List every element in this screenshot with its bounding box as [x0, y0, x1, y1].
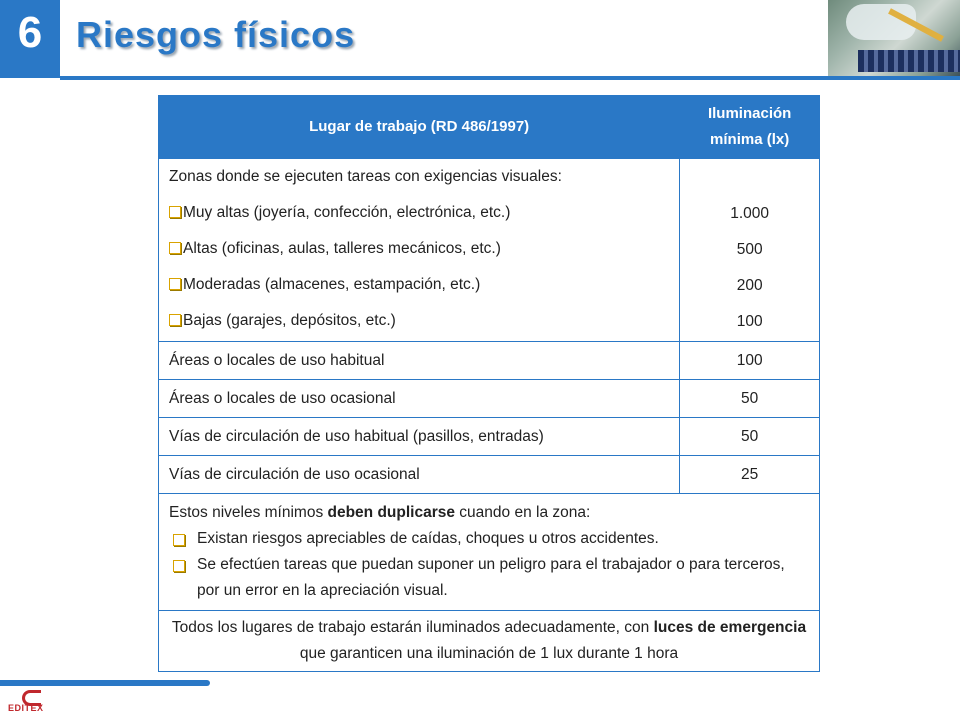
lux-value: 100: [736, 313, 763, 330]
checkbox-bullet-icon: [173, 560, 185, 572]
checkbox-bullet-icon: [173, 534, 185, 546]
header-photo: [828, 0, 960, 76]
table-row: [159, 380, 820, 418]
chapter-number-box: [0, 0, 60, 78]
page-title: Riesgos físicos: [76, 14, 356, 55]
list-item-label: Se efectúen tareas que puedan suponer un peligro para el trabajador o para terceros, por un error en la apreciación visual.: [197, 556, 785, 599]
note-text: Todos los lugares de trabajo estarán iluminados adecuadamente, con: [171, 619, 654, 636]
lux-value: 50: [680, 380, 820, 418]
visual-intro: Zonas donde se ejecuten tareas con exigencias visuales:: [169, 168, 562, 185]
col-header-min-lux: Iluminación mínima (lx): [680, 96, 820, 159]
list-item-label: Existan riesgos apreciables de caídas, choques u otros accidentes.: [197, 530, 659, 547]
row-label: Áreas o locales de uso habitual: [159, 342, 680, 380]
note-text: cuando en la zona:: [454, 504, 591, 521]
note-emphasis: luces de emergencia: [653, 619, 807, 636]
illumination-table: [158, 95, 820, 672]
table-header-row: [159, 96, 820, 159]
lux-value: 1.000: [730, 205, 770, 222]
list-item-label: Moderadas (almacenes, estampación, etc.): [183, 276, 481, 293]
note-text: Estos niveles mínimos: [169, 504, 328, 521]
lux-value: 100: [680, 342, 820, 380]
table-row: [159, 456, 820, 494]
list-item-label: Bajas (garajes, depósitos, etc.): [183, 312, 396, 329]
row-label: Vías de circulación de uso habitual (pasillos, entradas): [159, 418, 680, 456]
row-label: Vías de circulación de uso ocasional: [159, 456, 680, 494]
visual-demands-labels: [159, 159, 680, 342]
visual-demands-values: [680, 159, 820, 342]
duplicate-note: [159, 494, 820, 611]
lux-value: 500: [736, 241, 763, 258]
list-item: [169, 231, 669, 267]
note-text: que garanticen una iluminación de 1 lux durante 1 hora: [299, 645, 679, 662]
row-label: Áreas o locales de uso ocasional: [159, 380, 680, 418]
table-row: [159, 418, 820, 456]
photo-sample-rack: [858, 50, 960, 72]
list-item: [169, 526, 809, 552]
col-header-workplace: Lugar de trabajo (RD 486/1997): [159, 96, 680, 159]
table-row: [159, 342, 820, 380]
list-item: [169, 267, 669, 303]
table-row-duplicate-note: [159, 494, 820, 611]
checkbox-bullet-icon: [169, 242, 181, 254]
emergency-note: [159, 611, 820, 672]
list-item: [169, 552, 809, 604]
lux-value: 200: [736, 277, 763, 294]
lux-value: 50: [680, 418, 820, 456]
list-item-label: Altas (oficinas, aulas, talleres mecánicos, etc.): [183, 240, 501, 257]
list-item: [169, 195, 669, 231]
list-item-label: Muy altas (joyería, confección, electrónica, etc.): [183, 204, 511, 221]
logo-text: EDITEX: [8, 703, 44, 713]
checkbox-bullet-icon: [169, 206, 181, 218]
checkbox-bullet-icon: [169, 278, 181, 290]
duplicate-intro: [169, 500, 809, 526]
editex-logo-icon: [8, 690, 48, 716]
header-divider: [60, 76, 960, 80]
footer-bar: [0, 680, 210, 686]
table-row-emergency-note: [159, 611, 820, 672]
lux-value: 25: [680, 456, 820, 494]
table-row-visual-demands: [159, 159, 820, 342]
chapter-number: 6: [17, 8, 43, 57]
checkbox-bullet-icon: [169, 314, 181, 326]
note-emphasis: deben duplicarse: [327, 504, 455, 521]
list-item: [169, 303, 669, 339]
